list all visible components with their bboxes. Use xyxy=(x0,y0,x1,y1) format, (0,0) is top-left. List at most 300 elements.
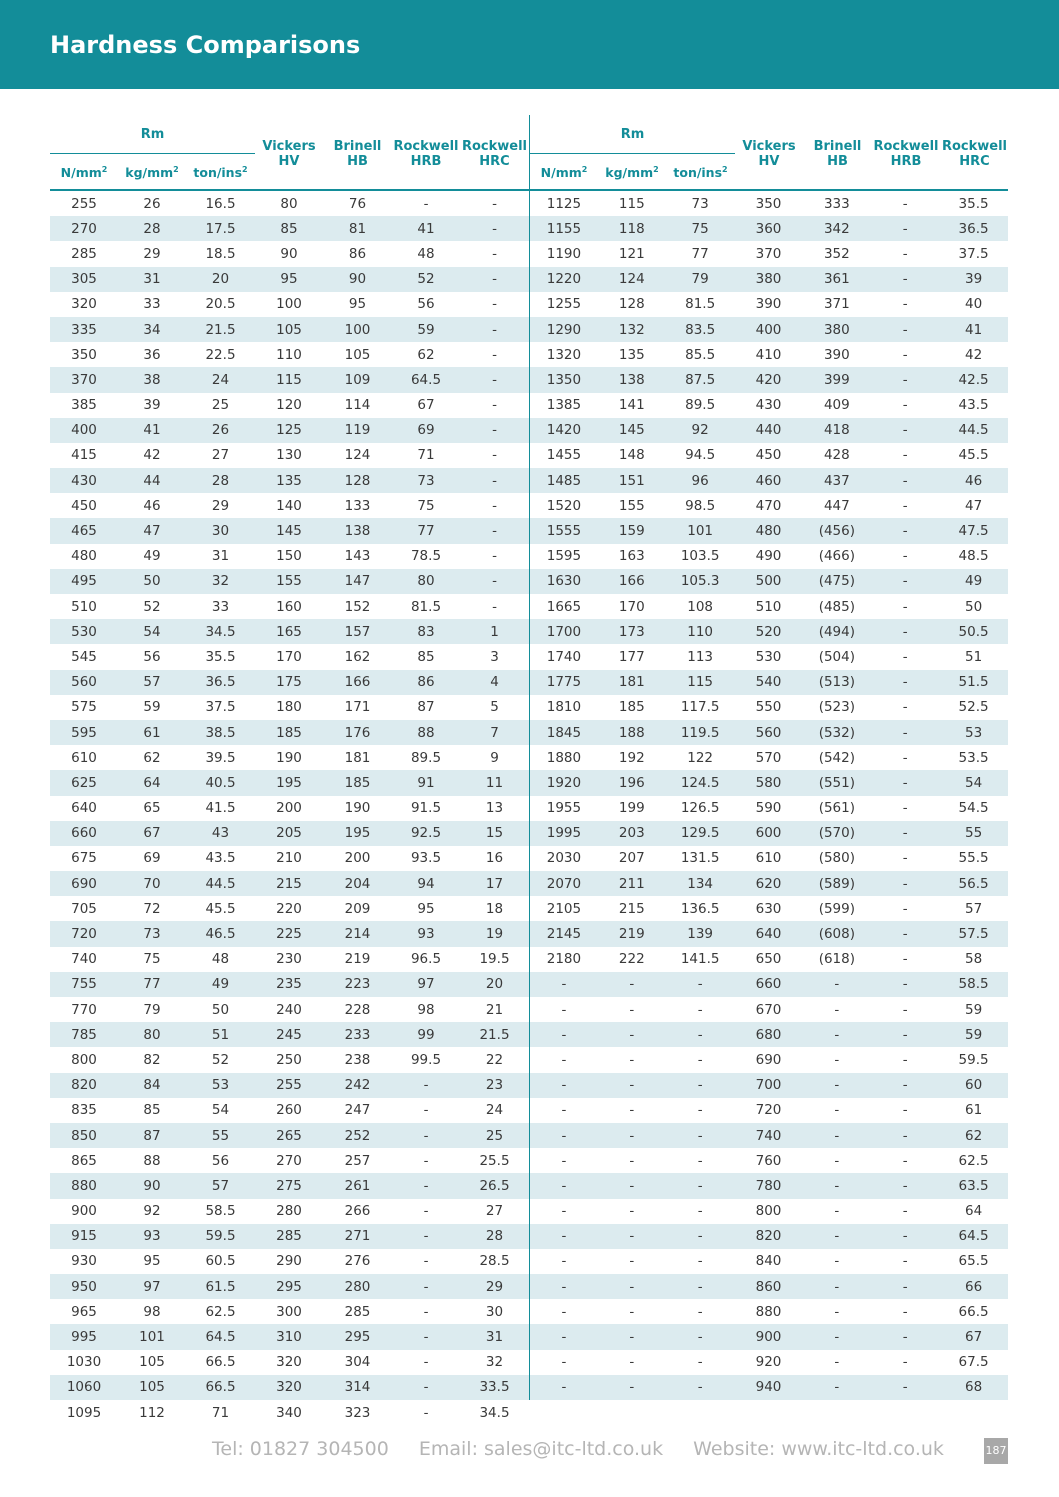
table-cell: 170 xyxy=(618,598,645,615)
table-cell: 126.5 xyxy=(680,800,720,817)
table-cell: 19.5 xyxy=(479,951,510,968)
table-cell: 310 xyxy=(276,1329,302,1346)
table-cell: 98 xyxy=(143,1303,161,1320)
table-row xyxy=(530,418,1008,443)
table-cell: 57 xyxy=(964,900,983,917)
table-cell: - xyxy=(492,296,497,313)
table-cell: 67 xyxy=(143,825,161,842)
table-cell: 45.5 xyxy=(958,447,989,464)
table-row xyxy=(530,1173,1008,1198)
table-row xyxy=(50,518,529,543)
table-cell: - xyxy=(423,1152,429,1169)
table-cell: 42 xyxy=(964,346,983,363)
table-cell: 46.5 xyxy=(205,926,236,943)
table-cell: - xyxy=(492,422,497,439)
table-cell: 91 xyxy=(417,774,435,791)
table-cell: 33.5 xyxy=(479,1379,510,1396)
table-cell: (599) xyxy=(818,900,856,917)
table-cell: 192 xyxy=(618,749,645,766)
table-row xyxy=(530,216,1008,241)
table-cell: 55 xyxy=(211,1127,230,1144)
table-cell: 22 xyxy=(485,1051,504,1068)
table-cell: - xyxy=(629,1051,635,1068)
table-row xyxy=(530,947,1008,972)
table-row xyxy=(50,267,529,292)
table-cell: - xyxy=(629,1354,635,1371)
table-cell: - xyxy=(834,1026,840,1043)
table-cell: 45.5 xyxy=(205,900,236,917)
table-cell: 81 xyxy=(348,220,367,237)
table-cell: - xyxy=(834,1354,840,1371)
table-cell: 385 xyxy=(71,397,97,414)
table-cell: 85 xyxy=(417,648,435,665)
table-row xyxy=(50,670,529,695)
table-cell: 51 xyxy=(211,1026,230,1043)
table-cell: 80 xyxy=(417,573,435,590)
table-cell: 2030 xyxy=(546,850,582,867)
table-cell: 44.5 xyxy=(205,875,236,892)
table-cell: - xyxy=(902,447,908,464)
table-cell: 1520 xyxy=(546,497,582,514)
table-cell: 199 xyxy=(618,800,645,817)
table-cell: 27 xyxy=(211,447,230,464)
table-cell: - xyxy=(902,371,908,388)
table-cell: - xyxy=(902,1203,908,1220)
table-cell: (589) xyxy=(818,875,856,892)
table-row xyxy=(530,1148,1008,1173)
table-cell: 110 xyxy=(687,623,714,640)
table-cell: 120 xyxy=(276,397,302,414)
table-row xyxy=(50,871,529,896)
table-cell: 64.5 xyxy=(410,371,442,388)
table-cell: 39 xyxy=(964,271,983,288)
table-row xyxy=(530,720,1008,745)
table-cell: 121 xyxy=(618,245,645,262)
table-cell: 98 xyxy=(417,1001,435,1018)
table-cell: 20 xyxy=(211,271,230,288)
table-cell: 940 xyxy=(755,1379,782,1396)
table-cell: 86 xyxy=(348,245,367,262)
table-row xyxy=(50,569,529,594)
table-cell: 18.5 xyxy=(205,245,236,262)
table-cell: 44.5 xyxy=(958,422,989,439)
table-cell: 690 xyxy=(755,1051,782,1068)
table-cell: 31 xyxy=(485,1329,504,1346)
table-cell: 447 xyxy=(823,497,850,514)
table-row xyxy=(50,468,529,493)
table-cell: 640 xyxy=(71,800,97,817)
table-cell: 285 xyxy=(276,1228,302,1245)
table-row xyxy=(50,443,529,468)
table-cell: 49 xyxy=(143,548,161,565)
unit-kgmm2: $kg/mm^2$ xyxy=(605,165,659,181)
table-cell: 69 xyxy=(143,850,161,867)
table-cell: 450 xyxy=(755,447,782,464)
table-cell: 105 xyxy=(139,1354,165,1371)
table-cell: 430 xyxy=(71,472,97,489)
table-cell: 119.5 xyxy=(680,724,720,741)
table-cell: 67 xyxy=(417,397,435,414)
table-row xyxy=(50,846,529,871)
table-cell: 48 xyxy=(211,951,230,968)
table-cell: 50.5 xyxy=(958,623,989,640)
table-cell: - xyxy=(492,220,497,237)
table-cell: 510 xyxy=(755,598,782,615)
table-row xyxy=(530,518,1008,543)
table-row xyxy=(530,1098,1008,1123)
table-cell: 53 xyxy=(964,724,983,741)
table-cell: - xyxy=(423,1354,429,1371)
table-cell: - xyxy=(629,976,635,993)
table-cell: 630 xyxy=(755,900,782,917)
table-cell: 550 xyxy=(755,699,782,716)
table-cell: 370 xyxy=(755,245,782,262)
table-cell: 162 xyxy=(344,648,371,665)
table-cell: 62 xyxy=(143,749,161,766)
table-cell: 271 xyxy=(344,1228,371,1245)
table-cell: - xyxy=(629,1127,635,1144)
table-cell: 276 xyxy=(344,1253,371,1270)
table-cell: - xyxy=(834,1077,840,1094)
table-cell: 21.5 xyxy=(479,1026,510,1043)
table-cell: 28 xyxy=(211,472,230,489)
table-cell: 18 xyxy=(485,900,504,917)
table-cell: - xyxy=(697,1127,703,1144)
table-cell: 785 xyxy=(71,1026,97,1043)
table-cell: 625 xyxy=(71,774,97,791)
table-cell: 21.5 xyxy=(205,321,236,338)
table-cell: - xyxy=(561,1253,567,1270)
table-cell: 93 xyxy=(417,926,435,943)
table-cell: 540 xyxy=(755,674,782,691)
table-cell: 400 xyxy=(755,321,782,338)
table-cell: 43 xyxy=(211,825,230,842)
table-cell: 67.5 xyxy=(958,1354,989,1371)
table-cell: 47.5 xyxy=(958,523,989,540)
table-cell: - xyxy=(902,397,908,414)
table-cell: 85 xyxy=(280,220,298,237)
table-cell: - xyxy=(902,623,908,640)
table-cell: 705 xyxy=(71,900,97,917)
table-cell: 995 xyxy=(71,1329,97,1346)
table-cell: - xyxy=(834,976,840,993)
table-cell: 52 xyxy=(211,1051,230,1068)
table-cell: 223 xyxy=(344,976,371,993)
table-cell: 207 xyxy=(618,850,645,867)
table-cell: - xyxy=(697,1379,703,1396)
table-cell: 575 xyxy=(71,699,97,716)
table-row xyxy=(50,1098,529,1123)
table-cell: 21 xyxy=(485,1001,504,1018)
table-row xyxy=(50,921,529,946)
table-cell: - xyxy=(423,1404,429,1421)
table-cell: 270 xyxy=(276,1152,302,1169)
table-cell: - xyxy=(697,1152,703,1169)
table-cell: 93.5 xyxy=(410,850,442,867)
table-cell: 75 xyxy=(691,220,709,237)
table-cell: - xyxy=(902,472,908,489)
table-cell: 87.5 xyxy=(685,371,716,388)
table-row xyxy=(50,1224,529,1249)
table-cell: 428 xyxy=(823,447,850,464)
table-cell: 159 xyxy=(618,523,645,540)
table-cell: 77 xyxy=(417,523,435,540)
table-cell: - xyxy=(902,1001,908,1018)
table-cell: 133 xyxy=(344,497,371,514)
table-cell: 29 xyxy=(211,497,230,514)
table-cell: 46 xyxy=(964,472,983,489)
table-cell: 7 xyxy=(490,724,499,741)
table-cell: 350 xyxy=(71,346,97,363)
table-cell: 91.5 xyxy=(410,800,442,817)
table-cell: 33 xyxy=(143,296,161,313)
table-cell: 9 xyxy=(490,749,499,766)
table-cell: 166 xyxy=(344,674,371,691)
table-cell: 85.5 xyxy=(685,346,716,363)
table-cell: - xyxy=(834,1127,840,1144)
table-cell: 140 xyxy=(276,497,302,514)
table-cell: 860 xyxy=(755,1278,782,1295)
table-cell: - xyxy=(902,1077,908,1094)
table-cell: 670 xyxy=(755,1001,782,1018)
table-cell: 215 xyxy=(618,900,645,917)
table-cell: 190 xyxy=(276,749,302,766)
table-cell: 138 xyxy=(344,523,371,540)
table-cell: 60.5 xyxy=(205,1253,236,1270)
table-cell: 530 xyxy=(71,623,97,640)
table-cell: - xyxy=(697,1278,703,1295)
table-cell: 185 xyxy=(618,699,645,716)
table-cell: 242 xyxy=(344,1077,371,1094)
table-cell: (523) xyxy=(818,699,856,716)
table-cell: 58.5 xyxy=(205,1203,236,1220)
table-row xyxy=(530,1350,1008,1375)
table-cell: 275 xyxy=(276,1177,302,1194)
table-cell: 163 xyxy=(618,548,645,565)
table-cell: 64.5 xyxy=(205,1329,236,1346)
table-cell: 323 xyxy=(344,1404,371,1421)
table-cell: - xyxy=(629,1303,635,1320)
table-cell: 27 xyxy=(485,1203,504,1220)
table-cell: - xyxy=(492,573,497,590)
table-cell: (551) xyxy=(818,774,856,791)
table-cell: - xyxy=(561,1329,567,1346)
table-cell: 28.5 xyxy=(479,1253,510,1270)
table-cell: 1060 xyxy=(66,1379,102,1396)
table-cell: (608) xyxy=(818,926,856,943)
table-row xyxy=(530,267,1008,292)
table-cell: - xyxy=(834,1177,840,1194)
table-row xyxy=(530,1375,1008,1400)
table-cell: 235 xyxy=(276,976,302,993)
table-cell: 209 xyxy=(344,900,371,917)
table-cell: 490 xyxy=(755,548,782,565)
table-cell: 660 xyxy=(71,825,97,842)
table-cell: 360 xyxy=(755,220,782,237)
table-row xyxy=(50,1022,529,1047)
table-cell: 205 xyxy=(276,825,302,842)
table-cell: 371 xyxy=(823,296,850,313)
table-cell: - xyxy=(834,1228,840,1245)
table-cell: 420 xyxy=(755,371,782,388)
table-cell: - xyxy=(902,875,908,892)
table-row xyxy=(50,191,529,216)
table-cell: 290 xyxy=(276,1253,302,1270)
table-cell: 214 xyxy=(344,926,371,943)
table-cell: - xyxy=(902,573,908,590)
table-cell: 255 xyxy=(276,1077,302,1094)
table-cell: 36.5 xyxy=(958,220,989,237)
table-cell: 32 xyxy=(485,1354,504,1371)
table-cell: 780 xyxy=(755,1177,782,1194)
table-cell: 58.5 xyxy=(958,976,989,993)
table-cell: - xyxy=(902,523,908,540)
table-cell: - xyxy=(834,1152,840,1169)
table-cell: 675 xyxy=(71,850,97,867)
table-row xyxy=(530,871,1008,896)
table-cell: 40 xyxy=(964,296,983,313)
table-cell: 95 xyxy=(280,271,298,288)
table-cell: 300 xyxy=(276,1303,302,1320)
table-cell: 1920 xyxy=(546,774,582,791)
table-cell: 59 xyxy=(964,1001,983,1018)
table-cell: - xyxy=(697,1001,703,1018)
table-cell: 222 xyxy=(618,951,645,968)
table-cell: 155 xyxy=(618,497,645,514)
table-row xyxy=(50,796,529,821)
table-cell: 67 xyxy=(964,1329,983,1346)
rockwell-hrb-header: Rockwell HRB xyxy=(393,139,459,169)
table-cell: 56 xyxy=(211,1152,230,1169)
table-cell: 143 xyxy=(344,548,371,565)
table-cell: 122 xyxy=(687,749,714,766)
table-cell: 850 xyxy=(71,1127,97,1144)
table-cell: - xyxy=(492,447,497,464)
table-cell: 48 xyxy=(417,245,435,262)
table-cell: 110 xyxy=(276,346,302,363)
table-cell: - xyxy=(902,648,908,665)
table-cell: - xyxy=(697,1051,703,1068)
table-row xyxy=(530,670,1008,695)
table-cell: 295 xyxy=(276,1278,302,1295)
table-cell: 83.5 xyxy=(685,321,716,338)
table-cell: 650 xyxy=(755,951,782,968)
table-cell: - xyxy=(902,976,908,993)
table-cell: 800 xyxy=(71,1051,97,1068)
table-cell: 680 xyxy=(755,1026,782,1043)
table-cell: - xyxy=(423,1329,429,1346)
table-cell: 430 xyxy=(755,397,782,414)
table-cell: 700 xyxy=(755,1077,782,1094)
table-cell: - xyxy=(423,1303,429,1320)
table-cell: 81.5 xyxy=(410,598,442,615)
table-cell: - xyxy=(902,926,908,943)
table-cell: 181 xyxy=(344,749,371,766)
table-cell: - xyxy=(902,1051,908,1068)
table-cell: - xyxy=(902,1379,908,1396)
table-cell: 96 xyxy=(691,472,709,489)
table-cell: 166 xyxy=(618,573,645,590)
table-cell: 69 xyxy=(417,422,435,439)
table-row xyxy=(530,644,1008,669)
table-cell: - xyxy=(629,1253,635,1270)
table-cell: 260 xyxy=(276,1102,302,1119)
table-cell: 135 xyxy=(618,346,645,363)
table-row xyxy=(530,921,1008,946)
table-row xyxy=(530,393,1008,418)
table-row xyxy=(530,317,1008,342)
table-cell: - xyxy=(423,1379,429,1396)
table-cell: 265 xyxy=(276,1127,302,1144)
table-row xyxy=(530,972,1008,997)
table-cell: 61.5 xyxy=(205,1278,236,1295)
table-row xyxy=(530,770,1008,795)
table-cell: 48.5 xyxy=(958,548,989,565)
table-cell: - xyxy=(902,1127,908,1144)
table-cell: 145 xyxy=(276,523,302,540)
table-cell: - xyxy=(902,1177,908,1194)
table-cell: (542) xyxy=(818,749,856,766)
table-cell: 70 xyxy=(143,875,161,892)
table-cell: (504) xyxy=(818,648,856,665)
table-cell: 26.5 xyxy=(479,1177,510,1194)
table-cell: 720 xyxy=(755,1102,782,1119)
table-cell: - xyxy=(902,598,908,615)
table-cell: 34 xyxy=(143,321,161,338)
table-cell: 103.5 xyxy=(680,548,720,565)
table-cell: 38.5 xyxy=(205,724,236,741)
table-cell: - xyxy=(629,1102,635,1119)
table-row xyxy=(530,1249,1008,1274)
table-cell: 42 xyxy=(143,447,161,464)
table-cell: 98.5 xyxy=(685,497,716,514)
rm-divider xyxy=(530,153,735,154)
table-cell: 72 xyxy=(143,900,161,917)
table-cell: - xyxy=(492,523,497,540)
table-row xyxy=(50,1350,529,1375)
table-cell: 228 xyxy=(344,1001,371,1018)
table-cell: - xyxy=(423,1228,429,1245)
table-cell: - xyxy=(561,1026,567,1043)
table-cell: (570) xyxy=(818,825,856,842)
rockwell-hrb-header: Rockwell HRB xyxy=(873,139,939,169)
table-cell: 151 xyxy=(618,472,645,489)
table-row xyxy=(50,745,529,770)
table-cell: 900 xyxy=(755,1329,782,1346)
table-cell: 195 xyxy=(276,774,302,791)
table-cell: 314 xyxy=(344,1379,371,1396)
table-cell: 280 xyxy=(276,1203,302,1220)
unit-tonins2: ton/ins$^2$ xyxy=(193,165,248,181)
table-cell: 36.5 xyxy=(205,674,236,691)
table-cell: 59 xyxy=(964,1026,983,1043)
table-cell: 83 xyxy=(417,623,435,640)
table-cell: 43.5 xyxy=(958,397,989,414)
table-cell: 38 xyxy=(143,371,161,388)
table-cell: 71 xyxy=(417,447,435,464)
table-cell: 128 xyxy=(344,472,371,489)
table-cell: 595 xyxy=(71,724,97,741)
table-cell: 19 xyxy=(485,926,504,943)
table-cell: - xyxy=(629,1228,635,1245)
table-cell: - xyxy=(629,1152,635,1169)
table-cell: 295 xyxy=(344,1329,371,1346)
table-cell: 128 xyxy=(618,296,645,313)
table-cell: 136.5 xyxy=(680,900,720,917)
table-cell: 100 xyxy=(344,321,371,338)
table-cell: 320 xyxy=(276,1354,302,1371)
table-cell: 930 xyxy=(71,1253,97,1270)
